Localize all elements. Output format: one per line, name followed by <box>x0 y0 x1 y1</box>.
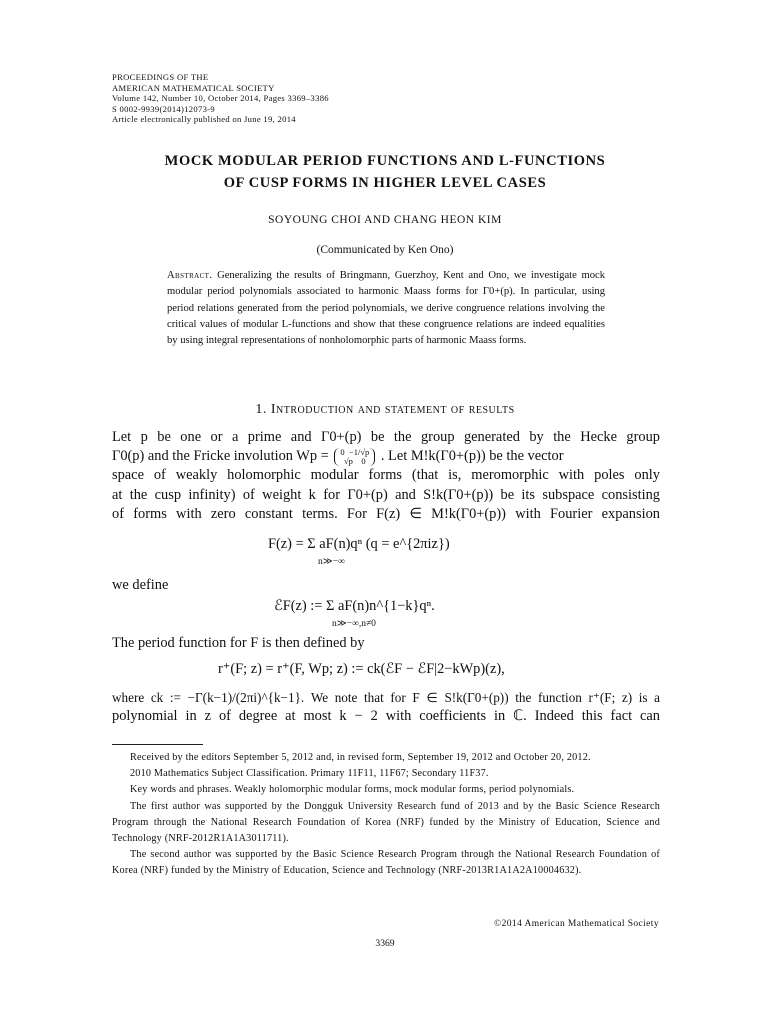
footnote-received: Received by the editors September 5, 2012 and, in revised form, September 19, 2012 and October 20, 2012. <box>130 752 591 763</box>
equation-period <box>218 661 505 678</box>
body-line: where ck := −Γ(k−1)/(2πi)^{k−1}. We note that for F ∈ S!k(Γ0+(p)) the function r⁺(F; z) is a <box>112 690 660 705</box>
page-number: 3369 <box>375 938 395 949</box>
equation-fourier <box>268 536 450 553</box>
body-line: Let p be one or a prime and Γ0+(p) be the group generated by the Hecke group <box>112 429 660 445</box>
body-line-part: Γ0(p) and the Fricke involution Wp = <box>112 448 329 465</box>
footnotes <box>112 750 660 880</box>
abstract-text: Generalizing the results of Bringmann, Guerzhoy, Kent and Ono, we investigate mock modular period polynomials associated to harmonic Maass forms for Γ0+(p). In particular, using period relations generated from the period polynomials, we derive congruence relations involving the critical values of modular L-functions and show that these congruence relations are indeed equalities by using integral representations of nonholomorphic parts of harmonic Maass forms. <box>167 270 605 347</box>
abstract-label: Abstract. <box>167 270 213 281</box>
volume-info: Volume 142, Number 10, October 2014, Pages 3369–3386 <box>112 93 329 104</box>
title-line-1: MOCK MODULAR PERIOD FUNCTIONS AND L-FUNCTIONS <box>164 153 606 169</box>
equation-text: F(z) = Σ aF(n)qⁿ (q = e^{2πiz}) <box>268 536 450 552</box>
body-line-part: . Let M!k(Γ0+(p)) be the vector <box>380 448 564 465</box>
section-title: Introduction and statement of results <box>270 402 515 417</box>
section-number: 1. <box>255 402 267 417</box>
body-line: The period function for F is then defined by <box>112 635 365 651</box>
journal-name: PROCEEDINGS OF THE <box>112 72 209 82</box>
footnote-keywords: Key words and phrases. Weakly holomorphic modular forms, mock modular forms, period polynomials. <box>130 784 575 796</box>
intro-paragraph <box>112 428 660 524</box>
paper-title <box>0 150 770 194</box>
equation-subscript: n≫−∞ <box>318 557 345 567</box>
issn-info: S 0002-9939(2014)12073-9 <box>112 103 215 114</box>
body-line: we define <box>112 577 169 593</box>
author-list: SOYOUNG CHOI AND CHANG HEON KIM <box>268 214 502 226</box>
equation-eisenstein <box>274 598 435 615</box>
society-name: AMERICAN MATHEMATICAL SOCIETY <box>112 82 275 93</box>
equation-text: ℰF(z) := Σ aF(n)n^{1−k}qⁿ. <box>274 598 435 614</box>
body-line: at the cusp infinity) of weight k for Γ0+(p) and S!k(Γ0+(p)) be its subspace consisting <box>112 486 660 503</box>
fricke-matrix: 0 −1/√p √p 0 <box>334 448 375 466</box>
section-heading <box>0 402 770 418</box>
body-line: polynomial in z of degree at most k − 2 with coefficients in ℂ. Indeed this fact can <box>112 708 660 725</box>
title-line-2: OF CUSP FORMS IN HIGHER LEVEL CASES <box>223 175 547 191</box>
body-line: space of weakly holomorphic modular forms (that is, meromorphic with poles only <box>112 467 660 484</box>
footnote-msc: 2010 Mathematics Subject Classification. Primary 11F11, 11F67; Secondary 11F37. <box>130 768 489 780</box>
publication-date: Article electronically published on June 19, 2014 <box>112 114 296 125</box>
body-line <box>112 448 564 464</box>
abstract <box>167 268 605 349</box>
footnote-rule <box>112 744 203 745</box>
journal-header <box>112 72 329 125</box>
footnote-support-1: The first author was supported by the Dongguk University Research fund of 2013 and by the Basic Science Research Program through the National Research Foundation of Korea (NRF) funded by the Ministry of Education, Science and Technology (NRF-2012R1A1A3011711). <box>112 800 660 845</box>
footnote-support-2: The second author was supported by the Basic Science Research Program through the National Research Foundation of Korea (NRF) funded by the Ministry of Education, Science and Technology (NRF-2013R1A1A2A10004632). <box>112 849 660 877</box>
paragraph-where <box>112 688 660 726</box>
equation-text: r⁺(F; z) = r⁺(F, Wp; z) := ck(ℰF − ℰF|2−kWp)(z), <box>218 661 505 677</box>
equation-subscript: n≫−∞,n≠0 <box>332 619 376 629</box>
body-line: of forms with zero constant terms. For F(z) ∈ M!k(Γ0+(p)) with Fourier expansion <box>112 505 660 522</box>
copyright-notice: ©2014 American Mathematical Society <box>494 919 659 929</box>
communicated-by: (Communicated by Ken Ono) <box>316 244 454 256</box>
